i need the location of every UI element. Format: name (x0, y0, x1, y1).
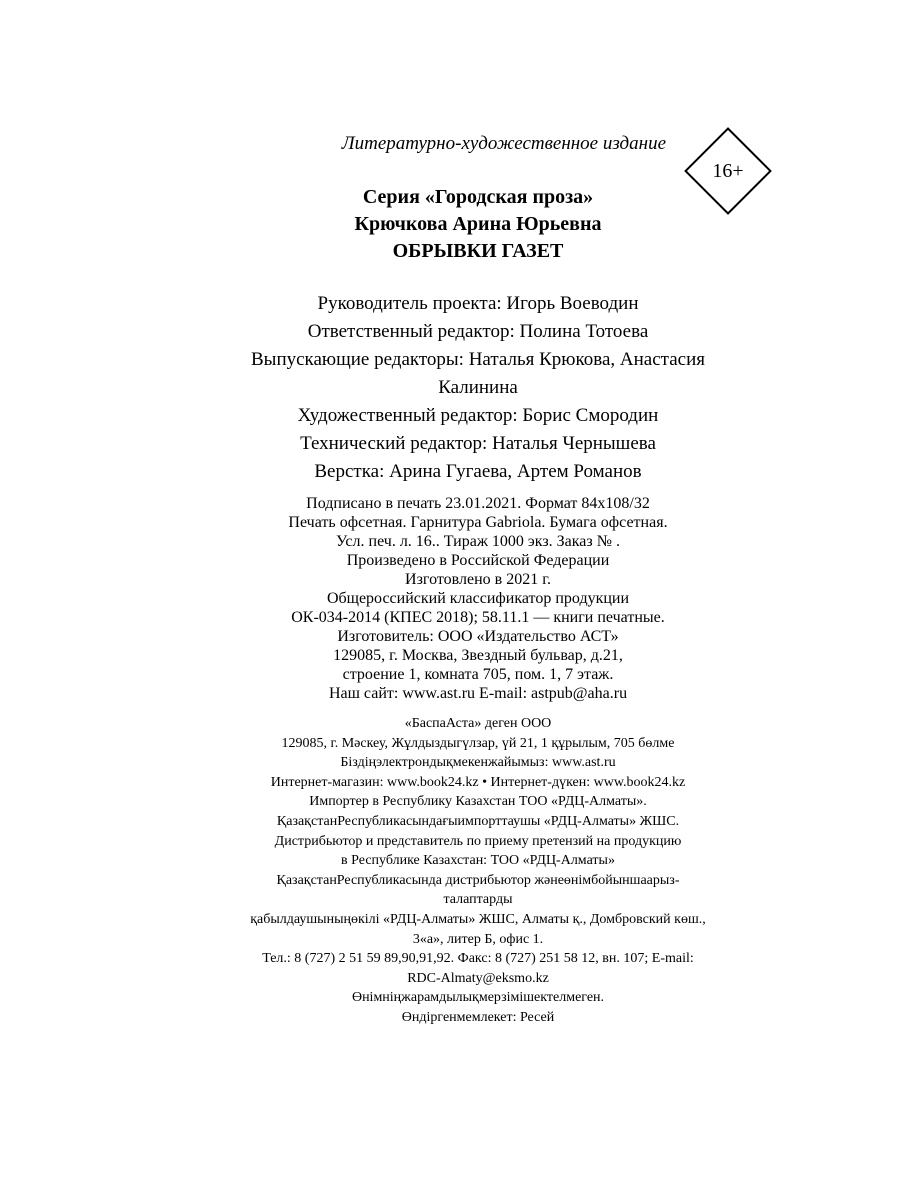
kz-line: Біздіңэлектрондықмекенжайымыз: www.ast.ru (340, 755, 616, 771)
staff-line: Калинина (438, 377, 518, 398)
print-line: Изготовлено в 2021 г. (405, 571, 551, 588)
staff-line: Верстка: Арина Гугаева, Артем Романов (314, 461, 642, 482)
kz-line: Өнімніңжарамдылықмерзімішектелмеген. (351, 990, 605, 1006)
staff-credits (200, 290, 756, 486)
print-line: Общероссийский классификатор продукции (326, 590, 630, 607)
print-line: Наш сайт: www.ast.ru E-mail: astpub@aha.ru (328, 685, 628, 702)
print-line: Подписано в печать 23.01.2021. Формат 84х108/32 (306, 495, 650, 512)
staff-line: Выпускающие редакторы: Наталья Крюкова, Анастасия (251, 349, 705, 370)
staff-line: Технический редактор: Наталья Чернышева (300, 433, 656, 454)
kz-line: талаптарды (443, 892, 513, 908)
print-line: строение 1, комната 705, пом. 1, 7 этаж. (342, 666, 614, 683)
kz-line: RDC-Almaty@eksmo.kz (407, 970, 549, 986)
print-line: Изготовитель: ООО «Издательство АСТ» (337, 628, 619, 645)
print-line: Усл. печ. л. 16.. Тираж 1000 экз. Заказ № . (336, 533, 620, 550)
kz-line: Импортер в Республику Казахстан ТОО «РДЦ-Алматы». (309, 794, 647, 810)
edition-type: Литературно-художественное издание (341, 133, 666, 154)
kz-line: Тел.: 8 (727) 2 51 59 89,90,91,92. Факс: 8 (727) 251 58 12, вн. 107; E-mail: (262, 951, 694, 967)
print-details (200, 494, 756, 703)
kz-line: Интернет-магазин: www.book24.kz • Интернет-дүкен: www.book24.kz (270, 774, 686, 790)
print-line: ОК-034-2014 (КПЕС 2018); 58.11.1 — книги печатные. (291, 609, 665, 626)
print-line: Печать офсетная. Гарнитура Gabriola. Бумага офсетная. (288, 514, 668, 531)
staff-line: Руководитель проекта: Игорь Воеводин (317, 293, 639, 314)
book-title: ОБРЫВКИ ГАЗЕТ (392, 240, 564, 262)
print-line: Произведено в Российской Федерации (346, 552, 610, 569)
kz-line: ҚазақстанРеспубликасындағыимпорттаушы «РДЦ-Алматы» ЖШС. (276, 813, 680, 829)
author-name: Крючкова Арина Юрьевна (354, 213, 602, 235)
kazakhstan-details (200, 714, 756, 1028)
kz-line: 129085, г. Мәскеу, Жұлдыздыгүлзар, үй 21, 1 құрылым, 705 бөлме (281, 735, 675, 751)
series-name: Серия «Городская проза» (362, 186, 594, 208)
kz-line: қабылдаушыныңөкілі «РДЦ-Алматы» ЖШС, Алматы қ., Домбровский көш., (250, 911, 706, 927)
kz-line: Өндіргенмемлекет: Ресей (401, 1009, 555, 1025)
kz-line: «БаспаАста» деген ООО (404, 716, 552, 731)
staff-line: Художественный редактор: Борис Смородин (297, 405, 659, 426)
staff-line: Ответственный редактор: Полина Тотоева (307, 321, 649, 342)
kz-line: в Республике Казахстан: ТОО «РДЦ-Алматы» (341, 853, 615, 869)
kz-line: Дистрибьютор и представитель по приему претензий на продукцию (274, 833, 682, 849)
age-rating: 16+ (712, 160, 744, 182)
title-block (200, 184, 756, 265)
kz-line: ҚазақстанРеспубликасында дистрибьютор жәнеөнімбойыншаарыз- (276, 872, 680, 888)
print-line: 129085, г. Москва, Звездный бульвар, д.21, (333, 647, 623, 664)
kz-line: 3«а», литер Б, офис 1. (412, 931, 544, 947)
